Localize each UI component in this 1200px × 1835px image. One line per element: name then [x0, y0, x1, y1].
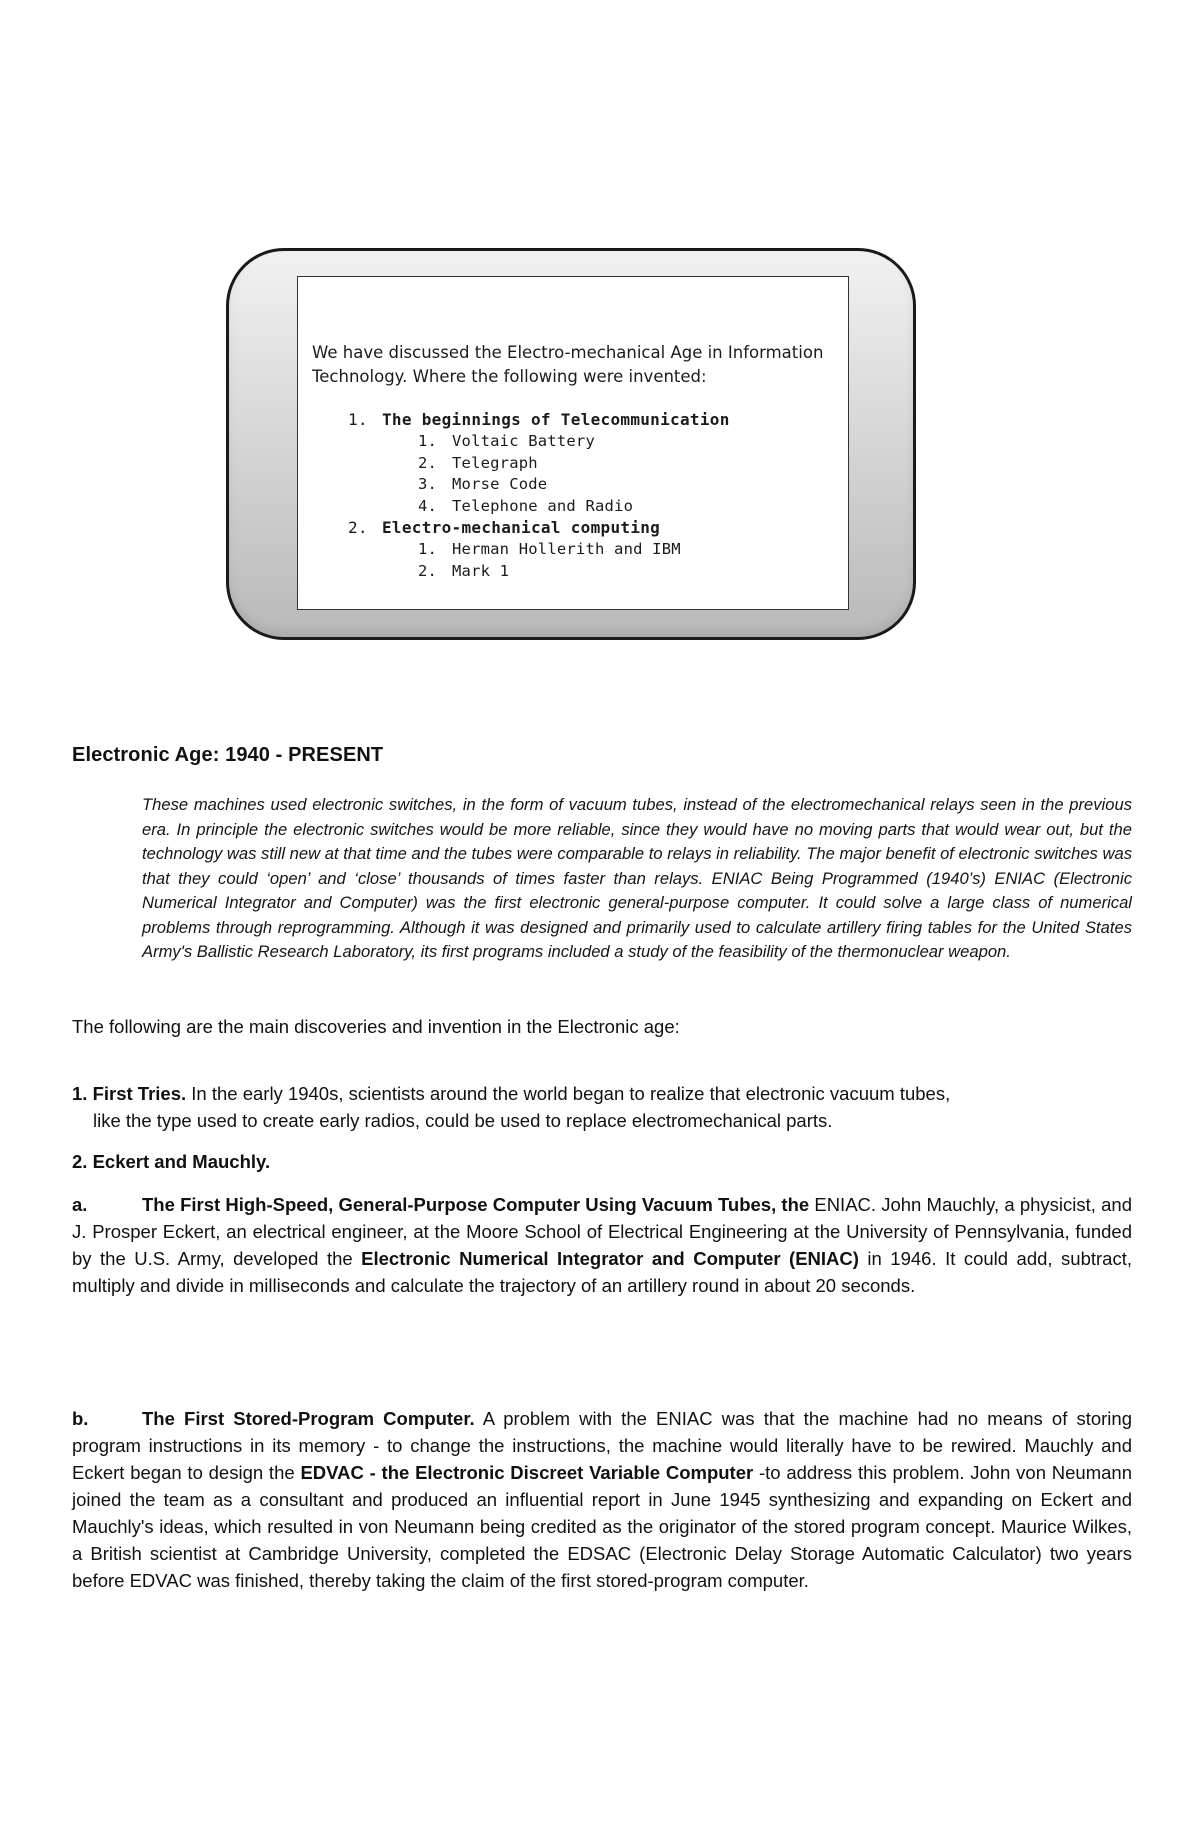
recap-subitem — [312, 561, 836, 583]
intro-paragraph: These machines used electronic switches, in the form of vacuum tubes, instead of the electromechanical relays seen in the previous era. In principle the electronic switches would be more reliable, since they would have no moving parts that would wear out, but the technology was still new at that time and the tubes were comparable to relays in reliability. The major benefit of electronic switches was that they could ‘open’ and ‘close’ thousands of times faster than relays. ENIAC Being Programmed (1940’s) ENIAC (Electronic Numerical Integrator and Computer) was the first electronic general-purpose computer. It could solve a large class of numerical problems through reprogramming. Although it was designed and primarily used to calculate artillery firing tables for the United States Army's Ballistic Research Laboratory, its first programs included a study of the feasibility of the thermonuclear weapon. — [142, 795, 1132, 961]
recap-subitem — [312, 496, 836, 518]
recap-subitem-label: Herman Hollerith and IBM — [452, 540, 681, 558]
subsection-bold-term: EDVAC - the Electronic Discreet Variable Computer — [300, 1462, 754, 1483]
subsection-text: A problem with the ENIAC was that the machine had no means of storing program instructions in its memory - to change the instructions, the machine would literally have to be rewired. Mauchly and Eckert began to design the — [72, 1408, 1132, 1483]
subsection-text: -to address this problem. John von Neumann joined the team as a consultant and produced an influential report in June 1945 synthesizing and expanding on Eckert and Mauchly's ideas, which resulted in von Neumann being credited as the originator of the stored program concept. Maurice Wilkes, a British scientist at Cambridge University, completed the EDSAC (Electronic Delay Storage Automatic Calculator) two years before EDVAC was finished, thereby taking the claim of the first stored-program computer. — [72, 1462, 1132, 1591]
recap-subitem-number: 2. — [418, 561, 438, 580]
list-item-label: 1. First Tries. — [72, 1083, 187, 1104]
section-heading: Electronic Age: 1940 - PRESENT — [72, 744, 384, 766]
subsection-text: ENIAC. John Mauchly, a physicist, and J. Prosper Eckert, an electrical engineer, at the Moore School of Electrical Engineering at the University of Pennsylvania, funded by the U.S. Army, developed the — [72, 1194, 1132, 1269]
recap-subitem-label: Telephone and Radio — [452, 496, 634, 515]
subsection-stored-program — [72, 1405, 1132, 1594]
list-item-first-tries — [72, 1080, 1132, 1134]
recap-subitem-number: 4. — [418, 496, 438, 515]
recap-topic-list — [312, 409, 836, 582]
subsection-title: The First Stored-Program Computer. — [142, 1408, 475, 1429]
recap-subitem-number: 1. — [418, 432, 438, 450]
summary-line: The following are the main discoveries and invention in the Electronic age: — [72, 1016, 680, 1037]
subsection-bold-term: Electronic Numerical Integrator and Computer (ENIAC) — [361, 1248, 859, 1269]
recap-topic — [312, 409, 836, 517]
recap-subitem — [312, 474, 836, 496]
recap-subitem-label: Mark 1 — [452, 561, 510, 580]
list-item-text: In the early 1940s, scientists around the world began to realize that electronic vacuum tubes, — [191, 1083, 951, 1104]
recap-subitem — [312, 539, 836, 561]
recap-subitem — [312, 453, 836, 475]
recap-topic-heading — [312, 517, 836, 539]
recap-subitem-number: 2. — [418, 453, 438, 472]
recap-topic-title: The beginnings of Telecommunication — [382, 410, 730, 429]
recap-subitem-number: 3. — [418, 475, 438, 493]
recap-callout-box — [297, 276, 849, 610]
recap-subitem-label: Morse Code — [452, 475, 548, 493]
subsection-title: The First High-Speed, General-Purpose Computer Using Vacuum Tubes, the — [142, 1194, 810, 1215]
recap-topic-number: 2. — [348, 518, 368, 537]
subsection-text: in 1946. It could add, subtract, multiply and divide in milliseconds and calculate the trajectory of an artillery round in about 20 seconds. — [72, 1248, 1132, 1296]
recap-topic-number: 1. — [348, 410, 368, 429]
subsection-eniac — [72, 1191, 1132, 1299]
recap-topic — [312, 517, 836, 582]
recap-intro-text: We have discussed the Electro-mechanical Age in Information Technology. Where the following were invented: — [312, 343, 824, 386]
list-item-eckert-mauchly: 2. Eckert and Mauchly. — [72, 1151, 271, 1172]
recap-topic-heading — [312, 409, 836, 431]
subsection-letter: b. — [72, 1408, 89, 1429]
subsection-letter: a. — [72, 1194, 88, 1215]
recap-topic-title: Electro-mechanical computing — [382, 518, 661, 537]
recap-subitem-label: Telegraph — [452, 453, 538, 472]
recap-callout-frame — [226, 248, 916, 640]
recap-subitem-number: 1. — [418, 540, 438, 558]
recap-subitem-label: Voltaic Battery — [452, 432, 595, 450]
recap-subitem — [312, 431, 836, 453]
list-item-text-continuation: like the type used to create early radios, could be used to replace electromechanical parts. — [93, 1110, 833, 1131]
